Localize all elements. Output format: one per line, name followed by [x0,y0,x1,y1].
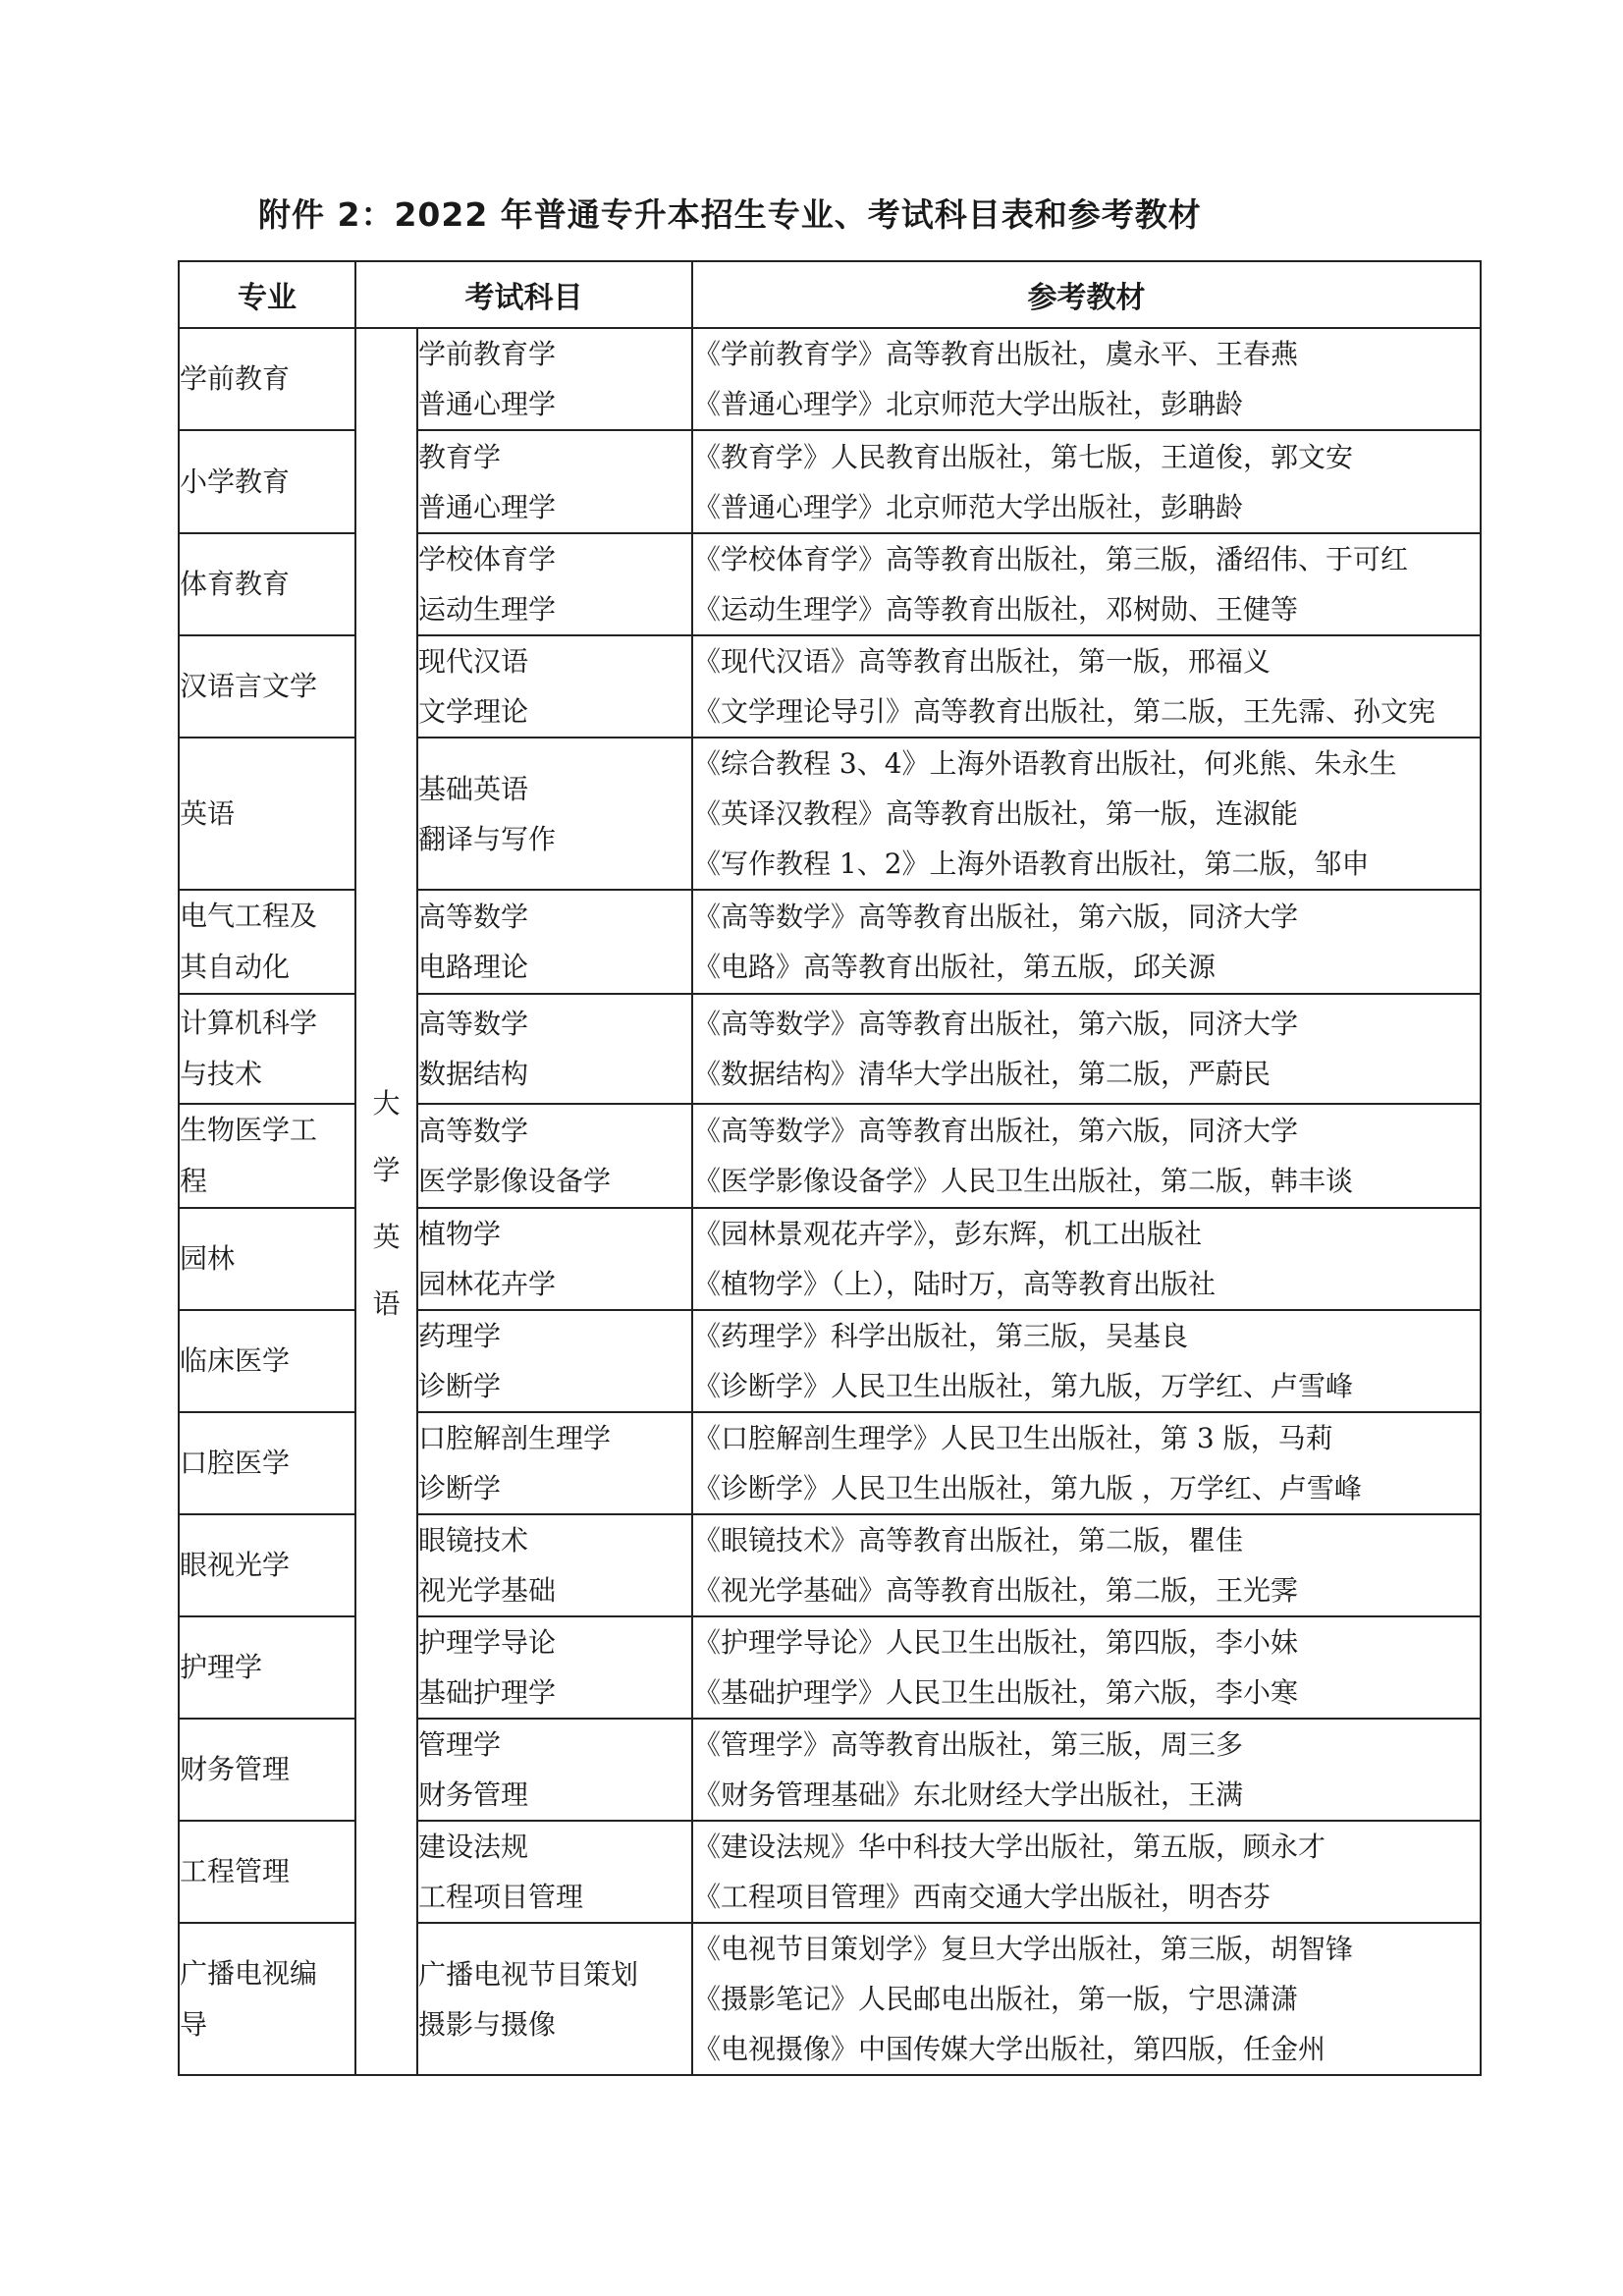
exam-subject: 诊断学 [418,1370,502,1402]
exam-subject: 基础护理学 [418,1676,557,1709]
exam-subject: 工程项目管理 [418,1881,584,1913]
major-name: 计算机科学 [180,1007,318,1039]
reference-book: 《基础护理学》人民卫生出版社，第六版，李小寒 [693,1676,1299,1709]
major-name: 汉语言文学 [180,670,318,702]
exam-subject: 护理学导论 [418,1626,557,1659]
reference-book: 《高等数学》高等教育出版社，第六版，同济大学 [693,901,1299,933]
major-name: 与技术 [180,1058,263,1090]
major-name: 生物医学工 [180,1114,318,1146]
subjects-cell [417,1104,692,1208]
exam-subject: 运动生理学 [418,593,557,626]
exam-subject: 文学理论 [418,695,529,728]
reference-book: 《口腔解剖生理学》人民卫生出版社，第 3 版，马莉 [693,1422,1333,1454]
subjects-cell [417,994,692,1104]
subjects-cell [417,635,692,738]
major-name: 工程管理 [180,1855,291,1887]
exam-subject: 学校体育学 [418,543,557,575]
reference-book: 《视光学基础》高等教育出版社，第二版，王光霁 [693,1574,1299,1607]
subjects-cell [417,1821,692,1923]
books-cell [692,533,1481,635]
header-books: 参考教材 [692,261,1481,328]
reference-book: 《药理学》科学出版社，第三版，吴基良 [693,1320,1189,1352]
exam-subject: 教育学 [418,440,502,473]
reference-book: 《综合教程 3、4》上海外语教育出版社，何兆熊、朱永生 [693,747,1397,780]
table-row [179,328,1481,430]
major-name: 导 [180,2007,208,2041]
reference-book: 《医学影像设备学》人民卫生出版社，第二版，韩丰谈 [693,1165,1354,1197]
books-cell [692,738,1481,890]
reference-book: 《诊断学》人民卫生出版社，第九版，万学红、卢雪峰 [693,1370,1354,1402]
books-cell [692,1514,1481,1616]
shared-subject-char: 英 [372,1220,401,1253]
major-name: 护理学 [180,1651,263,1683]
exam-subject: 学前教育学 [418,338,557,370]
exam-subject: 普通心理学 [418,388,557,420]
major-name: 小学教育 [180,465,291,498]
major-name: 学前教育 [180,362,291,395]
major-cell [179,738,355,890]
major-cell [179,1104,355,1208]
reference-book: 《现代汉语》高等教育出版社，第一版，邢福义 [693,645,1271,678]
reference-book: 《植物学》（上），陆时万，高等教育出版社 [693,1268,1217,1300]
books-cell [692,1821,1481,1923]
reference-book: 《电视节目策划学》复旦大学出版社，第三版，胡智锋 [693,1933,1354,1965]
table-header-row [179,261,1481,328]
major-cell [179,1719,355,1821]
reference-book: 《眼镜技术》高等教育出版社，第二版，瞿佳 [693,1524,1244,1557]
major-name: 财务管理 [180,1753,291,1785]
subjects-cell [417,1514,692,1616]
reference-book: 《教育学》人民教育出版社，第七版，王道俊，郭文安 [693,440,1354,473]
reference-book: 《护理学导论》人民卫生出版社，第四版，李小妹 [693,1626,1299,1659]
exam-subject: 诊断学 [418,1472,502,1504]
reference-book: 《普通心理学》北京师范大学出版社，彭聃龄 [693,388,1244,420]
books-cell [692,994,1481,1104]
major-name: 临床医学 [180,1344,291,1377]
books-cell [692,430,1481,533]
reference-book: 《高等数学》高等教育出版社，第六版，同济大学 [693,1008,1299,1040]
major-cell [179,1514,355,1616]
reference-book: 《诊断学》人民卫生出版社，第九版 ，万学红、卢雪峰 [693,1472,1362,1504]
reference-book: 《普通心理学》北京师范大学出版社，彭聃龄 [693,490,1244,523]
exam-subject: 现代汉语 [418,645,529,678]
reference-book: 《摄影笔记》人民邮电出版社，第一版，宁思潇潇 [693,1983,1299,2015]
exam-subject: 园林花卉学 [418,1268,557,1300]
exam-subject: 口腔解剖生理学 [418,1422,612,1454]
reference-book: 《电路》高等教育出版社，第五版，邱关源 [693,951,1217,983]
reference-book: 《管理学》高等教育出版社，第三版，周三多 [693,1728,1244,1761]
reference-book: 《数据结构》清华大学出版社，第二版，严蔚民 [693,1058,1271,1090]
exam-subject: 视光学基础 [418,1574,557,1607]
books-cell [692,1719,1481,1821]
reference-book: 《电视摄像》中国传媒大学出版社，第四版，任金州 [693,2033,1326,2065]
exam-subject: 高等数学 [418,901,529,933]
books-cell [692,328,1481,430]
exam-subject: 植物学 [418,1218,502,1250]
reference-book: 《英译汉教程》高等教育出版社，第一版，连淑能 [693,797,1299,830]
major-cell [179,994,355,1104]
exam-subject: 翻译与写作 [418,822,557,855]
books-cell [692,1310,1481,1412]
subjects-cell [417,890,692,994]
exam-subject: 数据结构 [418,1058,529,1090]
subjects-cell [417,1616,692,1719]
major-name: 园林 [180,1242,236,1275]
major-name: 口腔医学 [180,1447,291,1479]
major-name: 眼视光学 [180,1549,291,1581]
major-cell [179,328,355,430]
reference-book: 《工程项目管理》西南交通大学出版社，明杏芬 [693,1881,1271,1913]
exam-subject: 医学影像设备学 [418,1165,612,1197]
major-cell [179,635,355,738]
books-cell [692,635,1481,738]
shared-subject-char: 大 [372,1086,401,1120]
reference-book: 《写作教程 1、2》上海外语教育出版社，第二版，邹申 [693,847,1370,880]
reference-book: 《学前教育学》高等教育出版社，虞永平、王春燕 [693,338,1299,370]
subjects-cell [417,1208,692,1310]
major-cell [179,1821,355,1923]
exam-subject: 建设法规 [418,1831,529,1863]
exam-subject: 电路理论 [418,951,529,983]
exam-subject: 财务管理 [418,1778,529,1811]
exam-subject: 管理学 [418,1728,502,1761]
major-cell [179,1412,355,1514]
major-name: 英语 [180,796,236,830]
subjects-cell [417,430,692,533]
exam-subject: 基础英语 [418,772,529,805]
exam-subject: 高等数学 [418,1008,529,1040]
exam-subject: 摄影与摄像 [418,2007,557,2041]
books-cell [692,1616,1481,1719]
major-cell [179,890,355,994]
major-name: 广播电视编 [180,1956,318,1990]
books-cell [692,1923,1481,2075]
major-name: 体育教育 [180,568,291,600]
reference-book: 《文学理论导引》高等教育出版社，第二版，王先霈、孙文宪 [693,695,1436,728]
shared-subject-char: 语 [372,1286,401,1320]
subjects-cell [417,738,692,890]
major-name: 其自动化 [180,951,291,983]
header-subjects: 考试科目 [355,261,692,328]
books-cell [692,890,1481,994]
reference-book: 《运动生理学》高等教育出版社，邓树勋、王健等 [693,593,1299,626]
subjects-cell [417,1719,692,1821]
exam-subject: 普通心理学 [418,490,557,523]
major-name: 程 [180,1165,208,1197]
reference-book: 《学校体育学》高等教育出版社，第三版，潘绍伟、于可红 [693,543,1409,575]
books-cell [692,1412,1481,1514]
reference-book: 《建设法规》华中科技大学出版社，第五版，顾永才 [693,1831,1326,1863]
shared-subject-cell [355,328,417,2075]
exam-subject: 高等数学 [418,1115,529,1147]
document-title: 附件 2：2022 年普通专升本招生专业、考试科目表和参考教材 [258,195,1202,234]
header-major: 专业 [179,261,355,328]
subjects-cell [417,1412,692,1514]
major-cell [179,1310,355,1412]
exam-subject: 眼镜技术 [418,1524,529,1557]
major-cell [179,430,355,533]
major-name: 电气工程及 [180,900,318,932]
reference-book: 《园林景观花卉学》，彭东辉，机工出版社 [693,1218,1203,1250]
books-cell [692,1208,1481,1310]
major-cell [179,1616,355,1719]
subjects-cell [417,328,692,430]
reference-book: 《高等数学》高等教育出版社，第六版，同济大学 [693,1115,1299,1147]
major-cell [179,533,355,635]
exam-subject: 药理学 [418,1320,502,1352]
shared-subject-college-english [356,1082,416,1322]
shared-subject-char: 学 [372,1153,401,1186]
subjects-cell [417,1923,692,2075]
books-cell [692,1104,1481,1208]
subjects-cell [417,1310,692,1412]
major-cell [179,1923,355,2075]
reference-book: 《财务管理基础》东北财经大学出版社，王满 [693,1778,1244,1811]
exam-subject: 广播电视节目策划 [418,1957,639,1991]
subjects-cell [417,533,692,635]
major-cell [179,1208,355,1310]
admission-table [178,260,1482,2076]
